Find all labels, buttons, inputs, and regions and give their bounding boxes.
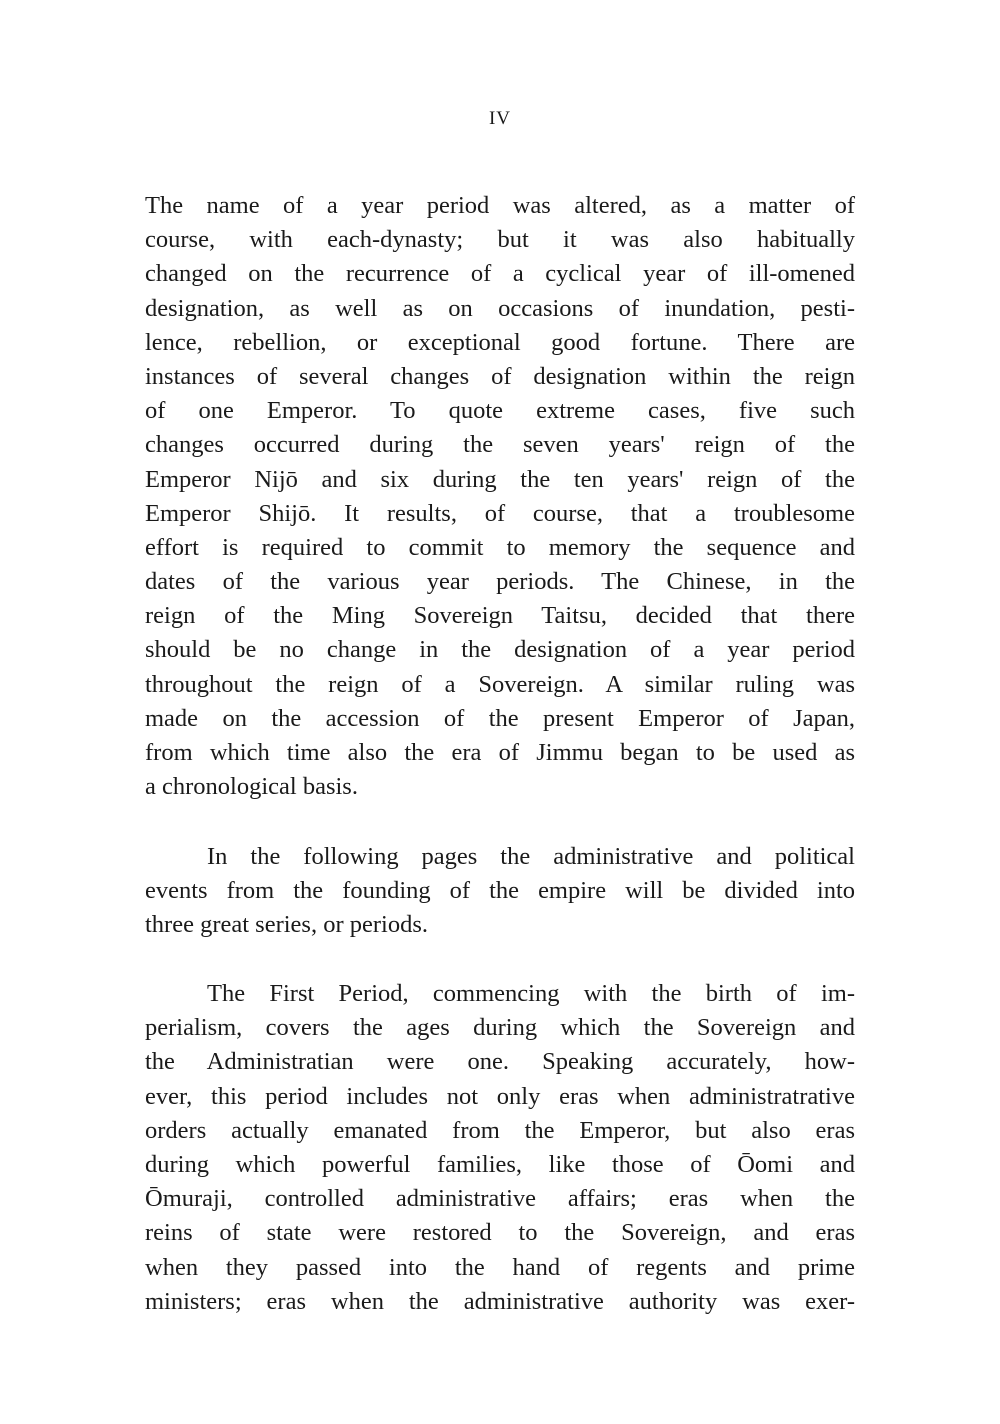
text-line: events from the founding of the empire will be divided into xyxy=(145,877,855,905)
text-line: Ōmuraji, controlled administrative affairs; eras when the xyxy=(145,1185,855,1213)
text-line: The First Period, commencing with the birth of im- xyxy=(207,980,855,1007)
text-line: of one Emperor. To quote extreme cases, five such xyxy=(145,397,855,425)
text-line: instances of several changes of designation within the reign xyxy=(145,362,855,390)
text-line: reign of the Ming Sovereign Taitsu, decided that there xyxy=(145,602,855,630)
text-line: course, with each-dynasty; but it was also habitually xyxy=(145,226,855,254)
text-line: made on the accession of the present Emperor of Japan, xyxy=(145,704,855,732)
text-line: changes occurred during the seven years' reign of the xyxy=(145,431,855,459)
text-line: lence, rebellion, or exceptional good fortune. There are xyxy=(145,328,855,356)
text-line: dates of the various year periods. The Chinese, in the xyxy=(145,568,855,596)
text-line: when they passed into the hand of regents and prime xyxy=(145,1253,855,1281)
text-line: designation, as well as on occasions of inundation, pesti- xyxy=(145,294,855,322)
text-line: effort is required to commit to memory the sequence and xyxy=(145,533,855,561)
paragraph-year-periods xyxy=(145,189,855,804)
text-line: The name of a year period was altered, as a matter of xyxy=(145,192,855,219)
text-line: three great series, or periods. xyxy=(145,911,428,939)
text-line: Emperor Shijō. It results, of course, that a troublesome xyxy=(145,499,855,527)
text-line: orders actually emanated from the Emperor, but also eras xyxy=(145,1116,855,1144)
text-line: reins of state were restored to the Sovereign, and eras xyxy=(145,1219,855,1247)
text-line: changed on the recurrence of a cyclical year of ill-omened xyxy=(145,260,855,288)
text-line: perialism, covers the ages during which the Sovereign and xyxy=(145,1014,855,1042)
text-line: from which time also the era of Jimmu began to be used as xyxy=(145,739,855,766)
page-number: IV xyxy=(488,108,512,129)
text-line: ever, this period includes not only eras when administratrative xyxy=(145,1082,855,1110)
text-line: the Administratian were one. Speaking accurately, how- xyxy=(145,1048,855,1076)
paragraph-first-period xyxy=(145,977,855,1319)
text-line: In the following pages the administrative and political xyxy=(207,843,855,870)
paragraph-three-periods xyxy=(145,840,855,943)
text-line: during which powerful families, like those of Ōomi and xyxy=(145,1150,855,1178)
text-line: should be no change in the designation of a year period xyxy=(145,636,855,664)
text-line: throughout the reign of a Sovereign. A similar ruling was xyxy=(145,670,855,698)
text-line: Emperor Nijō and six during the ten years' reign of the xyxy=(145,465,855,493)
text-line: ministers; eras when the administrative authority was exer- xyxy=(145,1287,855,1315)
text-line: a chronological basis. xyxy=(145,773,358,801)
